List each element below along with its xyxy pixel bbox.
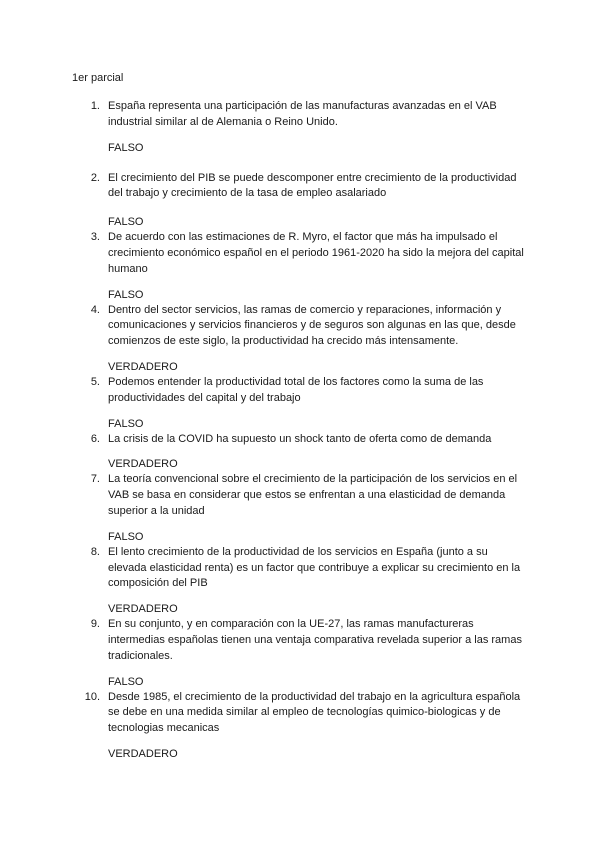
question-text: España representa una participación de las manufacturas avanzadas en el VAB industrial similar al de Alemania o Reino Unido. xyxy=(108,100,497,128)
question-number: 7. xyxy=(90,473,100,486)
question-item xyxy=(0,230,600,302)
question-number: 5. xyxy=(90,375,100,388)
question-text: Dentro del sector servicios, las ramas de comercio y reparaciones, información y comunicaciones y servicios financieros y de seguros son algunas en las que, desde comienzos de este siglo, la productividad ha crecido más intensamente. xyxy=(108,303,516,348)
question-answer: VERDADERO xyxy=(108,458,178,471)
question-item xyxy=(0,171,600,231)
question-answer: VERDADERO xyxy=(108,603,178,616)
question-text: De acuerdo con las estimaciones de R. Myro, el factor que más ha impulsado el crecimiento económico español en el periodo 1961-2020 ha sido la mejora del capital humano xyxy=(108,231,524,275)
question-text: Desde 1985, el crecimiento de la productividad del trabajo en la agricultura española se debe en una medida similar al empleo de tecnologías quimico-biologicas y de tecnologias mecanicas xyxy=(108,690,521,735)
question-text: Podemos entender la productividad total de los factores como la suma de las productividades del capital y del trabajo xyxy=(108,375,484,404)
question-text: La teoría convencional sobre el crecimiento de la participación de los servicios en el VAB se basa en considerar que estos se enfrentan a una elasticidad de demanda superior a la unidad xyxy=(108,473,518,517)
question-text: En su conjunto, y en comparación con la UE-27, las ramas manufactureras intermedias españolas tienen una ventaja comparativa revelada superior a las ramas tradicionales. xyxy=(108,618,522,662)
question-answer: FALSO xyxy=(108,288,144,301)
question-item xyxy=(0,99,600,156)
question-number: 6. xyxy=(90,432,100,445)
question-number: 3. xyxy=(90,231,100,244)
question-text: El crecimiento del PIB se puede descomponer entre crecimiento de la productividad del trabajo y crecimiento de la tasa de empleo asalariado xyxy=(108,171,517,200)
question-item xyxy=(0,375,600,432)
question-number: 8. xyxy=(90,545,100,558)
question-number: 1. xyxy=(90,100,100,112)
question-item xyxy=(0,432,600,473)
question-item xyxy=(0,472,600,544)
question-number: 4. xyxy=(90,303,100,316)
question-answer: FALSO xyxy=(108,675,144,688)
document-title: 1er parcial xyxy=(72,72,124,84)
question-list xyxy=(0,99,600,762)
question-answer: FALSO xyxy=(108,530,144,543)
question-number: 9. xyxy=(90,618,100,631)
question-answer: FALSO xyxy=(108,216,144,229)
question-answer: VERDADERO xyxy=(108,360,178,373)
question-text: La crisis de la COVID ha supuesto un shock tanto de oferta como de demanda xyxy=(108,432,492,445)
question-answer: FALSO xyxy=(108,141,144,154)
question-item xyxy=(0,617,600,689)
question-answer: FALSO xyxy=(108,417,144,430)
question-item xyxy=(0,303,600,375)
question-item xyxy=(0,545,600,617)
question-text: El lento crecimiento de la productividad de los servicios en España (junto a su elevada elasticidad renta) es un factor que contribuye a explicar su crecimiento en la composición del PIB xyxy=(108,545,521,590)
question-number: 2. xyxy=(90,171,100,184)
question-item xyxy=(0,690,600,762)
question-number: 10. xyxy=(84,690,100,703)
question-answer: VERDADERO xyxy=(108,747,178,760)
